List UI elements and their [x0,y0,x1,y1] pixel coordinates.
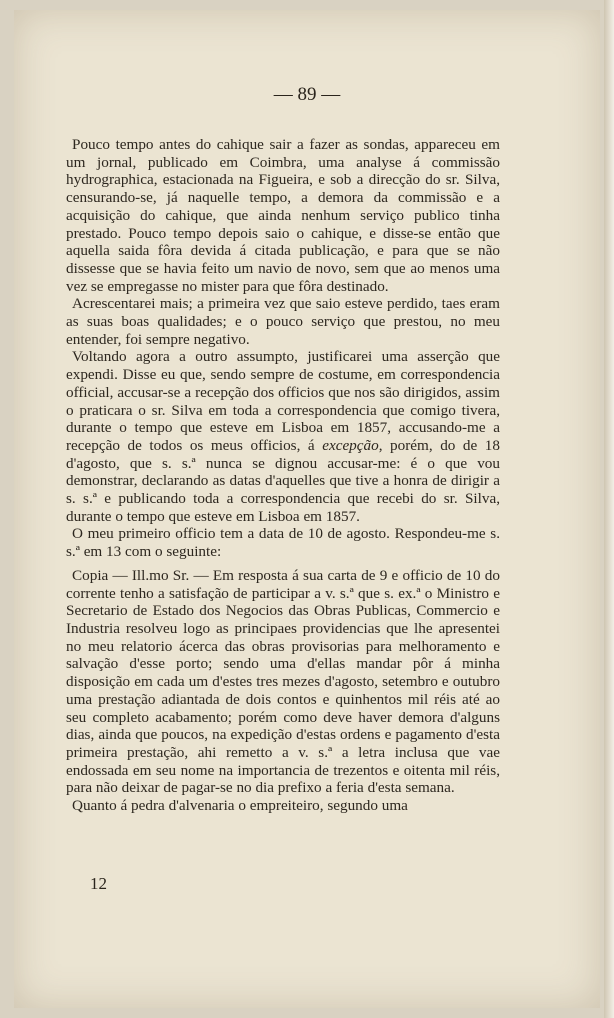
page-number: — 89 — [273,84,341,105]
gathering-signature: 12 [90,874,107,893]
paragraph-voltando-end: , porém, do de 18 d'agosto, que s. s.ª nunca se dignou accusar-me: é o que vou demonstrar, declarando as datas d'aquelles que tive a honra de dirigir a s. s.ª e publicando toda a correspondencia que recebi do sr. Silva, durante o tempo que esteve em Lisboa em 1857. [66,436,500,525]
emphasis-excepcao: excepção [322,436,379,454]
paragraph-cahique: Pouco tempo antes do cahique sair a fazer as sondas, appareceu em um jornal, publicado em Coimbra, uma analyse á commissão hydrographica, estacionada na Figueira, e sob a direcção do sr. Silva, censurando-se, já naquelle tempo, a demora da commissão e a acquisição do cahique, que ainda nenhum serviço publico tinha prestado. Pouco tempo depois saio o cahique, e disse-se então que aquella saida fôra devida á citada publicação, e para que se não dissesse que se havia feito um navio de novo, sem que ao menos uma vez se empregasse no mister para que fôra destinado. [66,136,500,295]
body-text [66,136,500,815]
paragraph-quanto: Quanto á pedra d'alvenaria o empreiteiro, segundo uma [72,797,408,815]
book-page [14,10,600,1008]
letter-copy: Copia — Ill.mo Sr. — Em resposta á sua carta de 9 e officio de 10 do corrente tenho a satisfação de participar a v. s.ª que s. ex.ª o Ministro e Secretario de Estado dos Negocios das Obras Publicas, Commercio e Industria resolveu logo as principaes providencias que lhe apresentei no meu relatorio ácerca das obras provisorias para melhoramento e salvação d'esse porto; sendo uma d'ellas mandar pôr á minha disposição em cada um d'estes tres mezes d'agosto, setembro e outubro uma prestação adiantada de dois contos e quinhentos mil réis até ao seu completo acabamento; porém como deve haver demora d'alguns dias, ainda que poucos, na expedição d'estas ordens e pagamento d'esta primeira prestação, ahi remetto a v. s.ª a letra inclusa que vae endossada em seu nome na importancia de trezentos e oitenta mil réis, para não deixar de pagar-se no dia prefixo a feria d'esta semana. [66,566,500,797]
paragraph-voltando-start: Voltando agora a outro assumpto, justificarei uma asserção que expendi. Disse eu que, sendo sempre de costume, em correspondencia official, accusar-se a recepção dos officios que nos são dirigidos, assim o praticara o sr. Silva em toda a correspondencia que comigo tivera, durante o tempo que esteve em Lisboa em 1857, accusando-me a recepção de todos os meus officios, á [66,348,500,454]
page-edge [604,0,614,1018]
paragraph-voltando [66,348,500,525]
paragraph-acrescentarei: Acrescentarei mais; a primeira vez que saio esteve perdido, taes eram as suas boas qualidades; e o pouco serviço que prestou, no meu entender, foi sempre negativo. [66,295,500,348]
paragraph-primeiro-officio: O meu primeiro officio tem a data de 10 de agosto. Respondeu-me s. s.ª em 13 com o seguinte: [66,525,500,561]
